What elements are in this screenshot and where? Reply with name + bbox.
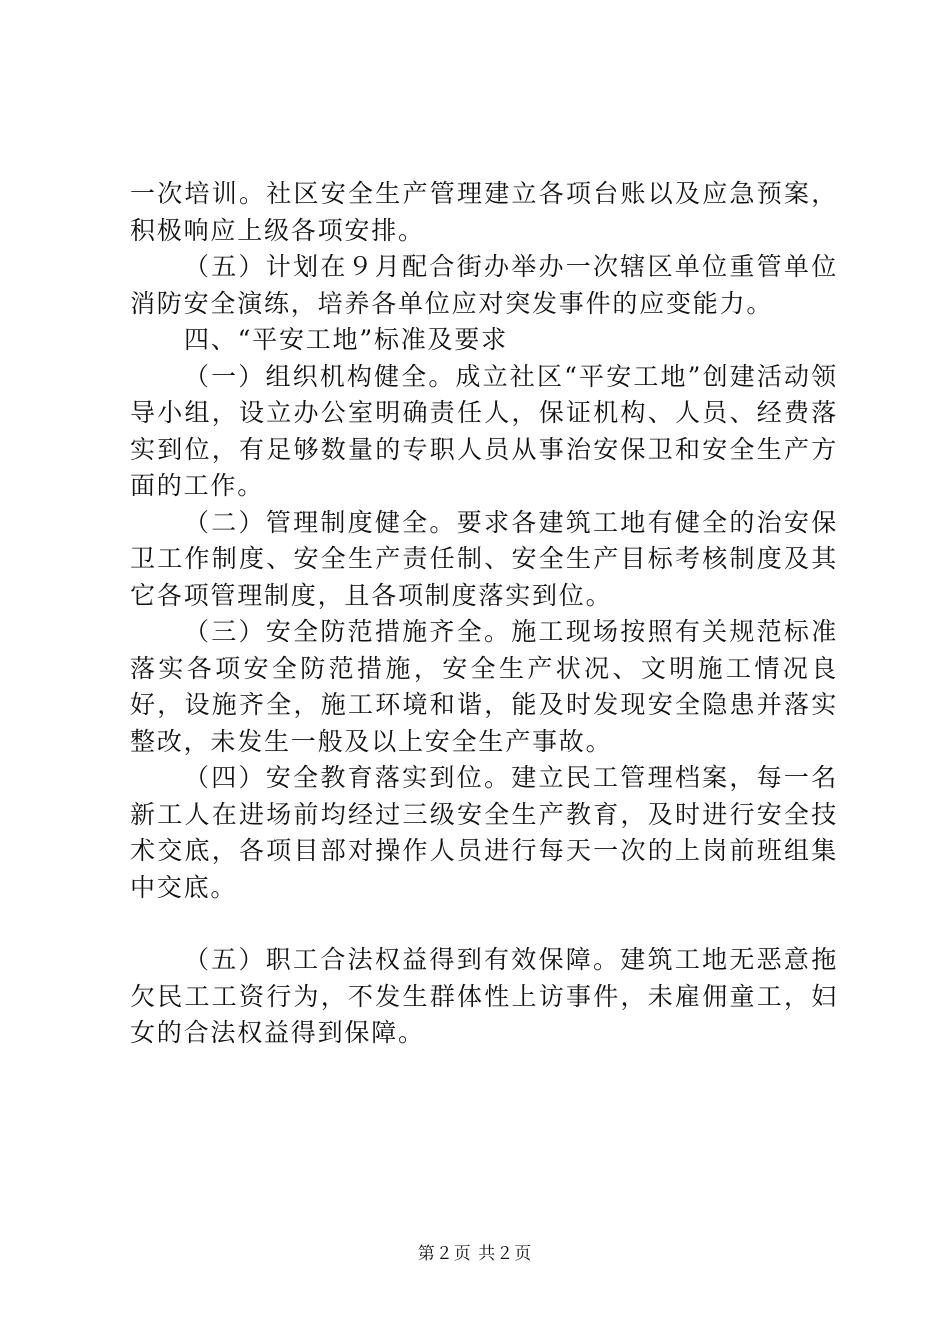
paragraph-item-2: （二）管理制度健全。要求各建筑工地有健全的治安保卫工作制度、安全生产责任制、安全生产目标考核制度及其它各项管理制度，且各项制度落实到位。 (130, 507, 838, 610)
section-heading-4: 四、“平安工地”标准及要求 (184, 325, 508, 354)
document-body (130, 176, 838, 1052)
paragraph-item-4: （四）安全教育落实到位。建立民工管理档案，每一名新工人在进场前均经过三级安全生产教育，及时进行安全技术交底，各项目部对操作人员进行每天一次的上岗前班组集中交底。 (130, 763, 838, 902)
paragraph-item-1: （一）组织机构健全。成立社区“平安工地”创建活动领导小组，设立办公室明确责任人，保证机构、人员、经费落实到位，有足够数量的专职人员从事治安保卫和安全生产方面的工作。 (130, 361, 838, 500)
paragraph-item-5: （五）职工合法权益得到有效保障。建筑工地无恶意拖欠民工工资行为，不发生群体性上访事件，未雇佣童工，妇女的合法权益得到保障。 (130, 945, 838, 1047)
page-number-footer: 第２页 共２页 (417, 1244, 533, 1264)
paragraph-continuation: 一次培训。社区安全生产管理建立各项台账以及应急预案，积极响应上级各项安排。 (130, 179, 838, 245)
paragraph-item-5-plan: （五）计划在９月配合街办举办一次辖区单位重管单位消防安全演练，培养各单位应对突发事件的应变能力。 (130, 252, 838, 318)
paragraph-item-3: （三）安全防范措施齐全。施工现场按照有关规范标准落实各项安全防范措施，安全生产状况、文明施工情况良好，设施齐全，施工环境和谐，能及时发现安全隐患并落实整改，未发生一般及以上安全生产事故。 (130, 617, 838, 756)
